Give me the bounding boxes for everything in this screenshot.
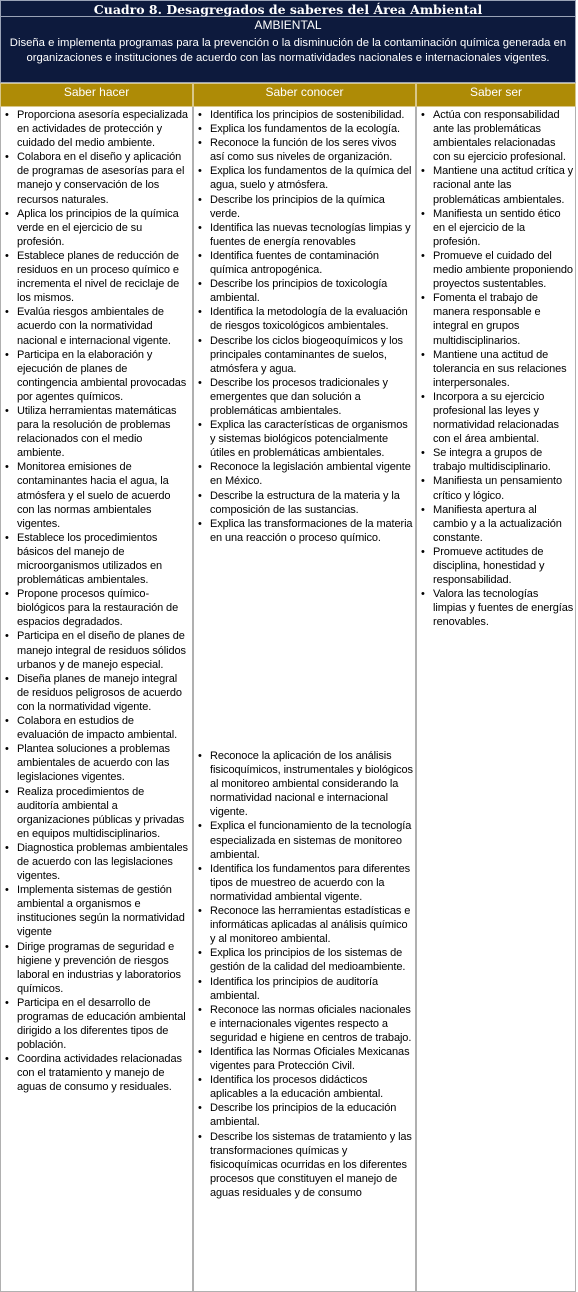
list-item: • Evalúa riesgos ambientales de acuerdo con la normatividad nacional e internacional vigente.: [0, 305, 188, 347]
list-item: • Mantiene una actitud de tolerancia en sus relaciones interpersonales.: [416, 348, 574, 390]
list-item: • Identifica los procesos didácticos aplicables a la educación ambiental.: [193, 1073, 413, 1101]
list-item: • Incorpora a su ejercicio profesional las leyes y normatividad relacionadas con el área ambiental.: [416, 390, 574, 446]
list-item: • Monitorea emisiones de contaminantes hacia el agua, la atmósfera y el suelo de acuerdo con las normas ambientales vigentes.: [0, 460, 188, 530]
list-item: • Manifiesta un pensamiento crítico y lógico.: [416, 474, 574, 502]
list-item: • Describe los procesos tradicionales y emergentes que dan solución a problemáticas ambientales.: [193, 376, 413, 418]
list-item: • Identifica las nuevas tecnologías limpias y fuentes de energía renovables: [193, 221, 413, 249]
list-item: • Coordina actividades relacionadas con el tratamiento y manejo de aguas de consumo y residuales.: [0, 1052, 188, 1094]
list-item: • Promueve el cuidado del medio ambiente proponiendo proyectos sustentables.: [416, 249, 574, 291]
list-item: • Diagnostica problemas ambientales de acuerdo con las legislaciones vigentes.: [0, 841, 188, 883]
list-item: • Participa en el desarrollo de programas de educación ambiental dirigido a los diferentes tipos de población.: [0, 996, 188, 1052]
list-item: • Plantea soluciones a problemas ambientales de acuerdo con las legislaciones vigentes.: [0, 742, 188, 784]
list-item: • Implementa sistemas de gestión ambiental a organismos e instituciones según la normatividad vigente: [0, 883, 188, 939]
list-item: • Utiliza herramientas matemáticas para la resolución de problemas relacionados con el medio ambiente.: [0, 404, 188, 460]
list-item: • Reconoce las normas oficiales nacionales e internacionales vigentes respecto a seguridad e higiene en centros de trabajo.: [193, 1003, 413, 1045]
list-item: • Propone procesos químico-biológicos para la restauración de espacios degradados.: [0, 587, 188, 629]
list-item: • Mantiene una actitud crítica y racional ante las problemáticas ambientales.: [416, 164, 574, 206]
saber-conocer-list-2: [193, 749, 413, 1200]
list-item: • Manifiesta un sentido ético en el ejercicio de la profesión.: [416, 207, 574, 249]
saber-conocer-list: [193, 108, 413, 545]
list-item: • Identifica los principios de auditoría ambiental.: [193, 975, 413, 1003]
table-title: Cuadro 8. Desagregados de saberes del Área Ambiental: [0, 0, 576, 17]
list-item: • Colabora en el diseño y aplicación de programas de asesorías para el manejo y conservación de los recursos naturales.: [0, 150, 188, 206]
list-item: • Realiza procedimientos de auditoría ambiental a organizaciones públicas y privadas en equipos multidisciplinarios.: [0, 785, 188, 841]
list-item: • Identifica los principios de sostenibilidad.: [193, 108, 413, 122]
competence-description: Diseña e implementa programas para la prevención o la disminución de la contaminación química generada en organizaciones e instituciones de acuerdo con las normatividades nacionales e internacionales vigentes.: [0, 33, 576, 83]
list-item: • Proporciona asesoría especializada en actividades de protección y cuidado del medio ambiente.: [0, 108, 188, 150]
list-item: • Fomenta el trabajo de manera responsable e integral en grupos multidisciplinarios.: [416, 291, 574, 347]
list-item: • Establece los procedimientos básicos del manejo de microorganismos utilizados en problemáticas ambientales.: [0, 531, 188, 587]
list-item: • Describe los principios de la química verde.: [193, 193, 413, 221]
list-item: • Reconoce la legislación ambiental vigente en México.: [193, 460, 413, 488]
list-item: • Establece planes de reducción de residuos en un proceso químico e incrementa el nivel de reciclaje de los mismos.: [0, 249, 188, 305]
list-item: • Describe los principios de la educación ambiental.: [193, 1101, 413, 1129]
list-item: • Dirige programas de seguridad e higiene y prevención de riesgos laboral en industrias y laboratorios químicos.: [0, 940, 188, 996]
list-item: • Participa en la elaboración y ejecución de planes de contingencia ambiental provocadas por agentes químicos.: [0, 348, 188, 404]
list-item: • Diseña planes de manejo integral de residuos peligrosos de acuerdo con la normatividad vigente.: [0, 672, 188, 714]
list-item: • Identifica fuentes de contaminación química antropogénica.: [193, 249, 413, 277]
list-item: • Participa en el diseño de planes de manejo integral de residuos sólidos urbanos y de manejo especial.: [0, 629, 188, 671]
saber-ser-list: [416, 108, 574, 629]
list-item: • Valora las tecnologías limpias y fuentes de energías renovables.: [416, 587, 574, 629]
header-saber-ser: Saber ser: [416, 83, 576, 107]
list-item: • Describe los ciclos biogeoquímicos y los principales contaminantes de suelos, atmósfera y agua.: [193, 334, 413, 376]
header-saber-hacer: Saber hacer: [0, 83, 193, 107]
list-item: • Aplica los principios de la química verde en el ejercicio de su profesión.: [0, 207, 188, 249]
area-heading: AMBIENTAL: [0, 17, 576, 33]
saber-hacer-list: [0, 108, 188, 1095]
list-item: • Describe los principios de toxicología ambiental.: [193, 277, 413, 305]
list-item: • Explica el funcionamiento de la tecnología especializada en sistemas de monitoreo ambiental.: [193, 819, 413, 861]
list-item: • Explica los fundamentos de la ecología.: [193, 122, 413, 136]
list-item: • Explica las características de organismos y sistemas biológicos potencialmente útiles en problemáticas ambientales.: [193, 418, 413, 460]
list-item: • Se integra a grupos de trabajo multidisciplinario.: [416, 446, 574, 474]
list-item: • Explica los fundamentos de la química del agua, suelo y atmósfera.: [193, 164, 413, 192]
list-item: • Promueve actitudes de disciplina, honestidad y responsabilidad.: [416, 545, 574, 587]
list-item: • Colabora en estudios de evaluación de impacto ambiental.: [0, 714, 188, 742]
header-saber-conocer: Saber conocer: [193, 83, 416, 107]
list-item: • Identifica la metodología de la evaluación de riesgos toxicológicos ambientales.: [193, 305, 413, 333]
list-item: • Explica las transformaciones de la materia en una reacción o proceso químico.: [193, 517, 413, 545]
list-item: • Describe la estructura de la materia y la composición de las sustancias.: [193, 489, 413, 517]
list-item: • Reconoce las herramientas estadísticas e informáticas aplicadas al análisis químico y al monitoreo ambiental.: [193, 904, 413, 946]
list-item: • Manifiesta apertura al cambio y a la actualización constante.: [416, 503, 574, 545]
list-item: • Identifica las Normas Oficiales Mexicanas vigentes para Protección Civil.: [193, 1045, 413, 1073]
list-item: • Actúa con responsabilidad ante las problemáticas ambientales relacionadas con su ejercicio profesional.: [416, 108, 574, 164]
list-item: • Reconoce la aplicación de los análisis fisicoquímicos, instrumentales y biológicos al monitoreo ambiental considerando la normatividad nacional e internacional vigente.: [193, 749, 413, 819]
list-item: • Identifica los fundamentos para diferentes tipos de muestreo de acuerdo con la normatividad ambiental vigente.: [193, 862, 413, 904]
list-item: • Explica los principios de los sistemas de gestión de la calidad del medioambiente.: [193, 946, 413, 974]
list-item: • Reconoce la función de los seres vivos así como sus niveles de organización.: [193, 136, 413, 164]
list-item: • Describe los sistemas de tratamiento y las transformaciones químicas y fisicoquímicas ocurridas en los diferentes procesos que constituyen el manejo de aguas residuales y de consumo: [193, 1130, 413, 1200]
